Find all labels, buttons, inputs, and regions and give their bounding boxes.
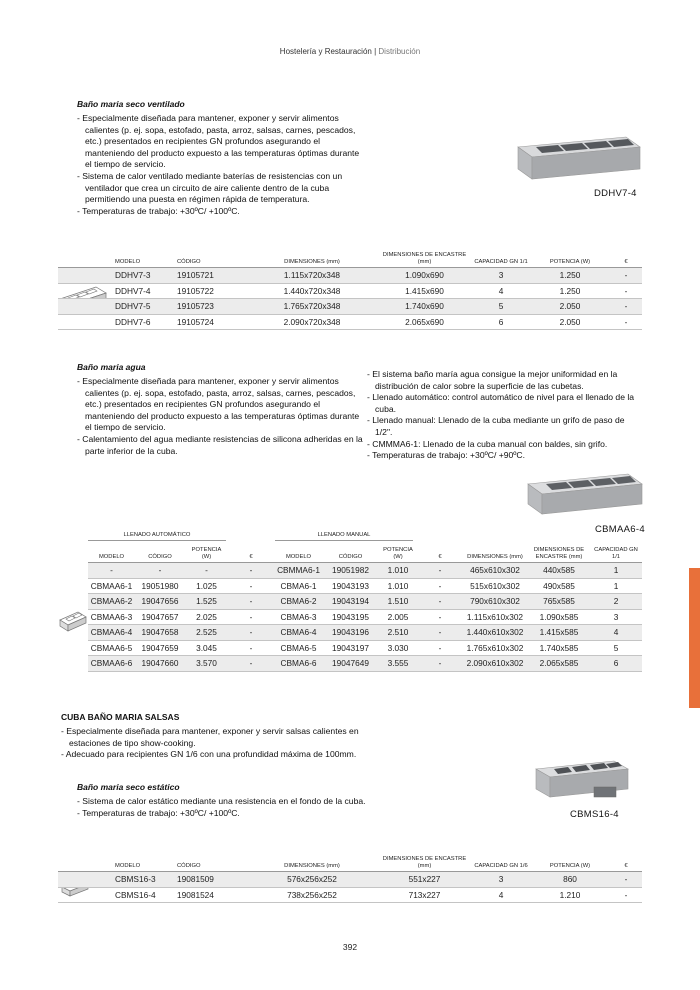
table-cbma6	[88, 544, 642, 672]
section2-bullet: - El sistema baño maría agua consigue la mejor uniformidad en la distribución de calor sobre la superficie de las cubetas.	[367, 369, 618, 391]
section2-bullet: - Temperaturas de trabajo: +30ºC/ +90ºC.	[367, 450, 526, 461]
col-header: DIMENSIONES DE ENCASTRE (mm)	[377, 853, 472, 872]
caption-cbmaa6-4: CBMAA6-4	[595, 524, 645, 535]
cell: 765x585	[528, 594, 590, 610]
col-header: DIMENSIONES (mm)	[247, 249, 377, 268]
cell: 440x585	[528, 563, 590, 579]
cell: 19105723	[175, 299, 247, 315]
cell: 19051982	[323, 563, 378, 579]
cell: CBMA6-4	[274, 625, 323, 641]
cell: CBMA6-6	[274, 656, 323, 672]
cell: 713x227	[377, 887, 472, 903]
cell: 6	[590, 656, 642, 672]
col-header: CÓDIGO	[323, 544, 378, 563]
cell: 1.765x610x302	[462, 640, 528, 656]
page-number: 392	[342, 942, 358, 952]
section2-bullets-left	[77, 376, 367, 457]
page-header	[0, 47, 700, 56]
table-row	[88, 640, 642, 656]
col-header: MODELO	[113, 249, 175, 268]
cell: 515x610x302	[462, 578, 528, 594]
section3-bullet: - Adecuado para recipientes GN 1/6 con una profundidad máxima de 100mm.	[61, 749, 357, 760]
table-row	[58, 283, 642, 299]
col-header: €	[610, 853, 642, 872]
section2-bullets-right	[367, 369, 639, 462]
cell: 551x227	[377, 872, 472, 888]
group-header-manual: LLENADO MANUAL	[275, 532, 413, 541]
cell: 1.210	[530, 887, 610, 903]
table-row	[88, 594, 642, 610]
cell: -	[418, 594, 462, 610]
cell: 19051980	[135, 578, 185, 594]
cell: 19081524	[175, 887, 247, 903]
cell: CBMAA6-1	[88, 578, 135, 594]
cell: 19047659	[135, 640, 185, 656]
col-header: POTENCIA (W)	[378, 544, 418, 563]
cell: 1.440x720x348	[247, 283, 377, 299]
cell: 2.025	[185, 609, 228, 625]
header-separator: |	[374, 47, 377, 56]
table-row	[58, 314, 642, 330]
col-header: DIMENSIONES (mm)	[462, 544, 528, 563]
cell: 1.115x720x348	[247, 268, 377, 284]
section3-bullets	[61, 726, 371, 761]
col-header: €	[228, 544, 274, 563]
cell: 19105724	[175, 314, 247, 330]
header-title: Hostelería y Restauración	[279, 47, 372, 56]
cell: -	[610, 268, 642, 284]
cell: -	[228, 578, 274, 594]
cell: 3	[472, 872, 530, 888]
cell: 1.010	[378, 563, 418, 579]
col-header: CÓDIGO	[135, 544, 185, 563]
section2-bullet: - Calentamiento del agua mediante resistencias de silicona adheridas en la parte inferior de la cuba.	[77, 433, 363, 456]
cell: 19047658	[135, 625, 185, 641]
cell: DDHV7-6	[113, 314, 175, 330]
cell: 19047660	[135, 656, 185, 672]
cell: CBMAA6-5	[88, 640, 135, 656]
col-header: POTENCIA (W)	[530, 853, 610, 872]
cell: -	[88, 563, 135, 579]
cell: 1.440x610x302	[462, 625, 528, 641]
col-header: DIMENSIONES DE ENCASTRE (mm)	[528, 544, 590, 563]
cell: 2.065x585	[528, 656, 590, 672]
table-ddhv7	[58, 249, 642, 330]
cell: 19043197	[323, 640, 378, 656]
table-row	[58, 887, 642, 903]
product-image-cbmaa6-4	[524, 470, 644, 520]
cell: 1.250	[530, 283, 610, 299]
cell: CBMS16-4	[113, 887, 175, 903]
cell: 860	[530, 872, 610, 888]
section-tab-marker	[689, 568, 700, 708]
cell: 1.010	[378, 578, 418, 594]
cell: 19043194	[323, 594, 378, 610]
cell: 738x256x252	[247, 887, 377, 903]
cell: -	[610, 283, 642, 299]
table-row	[88, 609, 642, 625]
cell: 4	[472, 887, 530, 903]
cell: 1.250	[530, 268, 610, 284]
col-header: €	[610, 249, 642, 268]
section2-bullet: - CMMMA6-1: Llenado de la cuba manual con baldes, sin grifo.	[367, 438, 608, 449]
cell: 1.415x585	[528, 625, 590, 641]
table-row	[58, 299, 642, 315]
cell: 19081509	[175, 872, 247, 888]
section2-bullet: - Llenado manual: Llenado de la cuba mediante un grifo de paso de 1/2".	[367, 415, 625, 437]
section3-subtitle: Baño maria seco estático	[77, 782, 180, 792]
cell: 19043193	[323, 578, 378, 594]
cell: 19047657	[135, 609, 185, 625]
col-header: POTENCIA (W)	[530, 249, 610, 268]
section1-bullet: - Temperaturas de trabajo: +30ºC/ +100ºC.	[77, 205, 240, 216]
section2-title: Baño maria agua	[77, 362, 146, 372]
cell: 2.510	[378, 625, 418, 641]
caption-cbms16-4: CBMS16-4	[570, 809, 619, 820]
col-header: MODELO	[113, 853, 175, 872]
table-row	[88, 563, 642, 579]
cell: 3	[472, 268, 530, 284]
cell: CBMA6-2	[274, 594, 323, 610]
table-spacer	[58, 853, 113, 872]
cell: 1.025	[185, 578, 228, 594]
col-header: CÓDIGO	[175, 853, 247, 872]
cell: 1.115x610x302	[462, 609, 528, 625]
cell: 1	[590, 578, 642, 594]
cell: 1.765x720x348	[247, 299, 377, 315]
cell: 2.525	[185, 625, 228, 641]
cell: 2.090x720x348	[247, 314, 377, 330]
cell: 4	[590, 625, 642, 641]
cell: CBMA6-3	[274, 609, 323, 625]
cell: -	[610, 872, 642, 888]
cell: -	[228, 594, 274, 610]
cell: -	[228, 609, 274, 625]
cell: 1	[590, 563, 642, 579]
product-image-cbms16-4	[532, 757, 632, 807]
cell: 2	[590, 594, 642, 610]
table-row	[58, 268, 642, 284]
cell: -	[610, 887, 642, 903]
cell: 3.045	[185, 640, 228, 656]
cell: 19105721	[175, 268, 247, 284]
col-header: €	[418, 544, 462, 563]
cell: DDHV7-5	[113, 299, 175, 315]
table-spacer	[58, 249, 113, 268]
cell: 2.090x610x302	[462, 656, 528, 672]
cell: -	[418, 609, 462, 625]
cell: 2.050	[530, 314, 610, 330]
table-row	[88, 625, 642, 641]
cell: 19105722	[175, 283, 247, 299]
cell: 1.740x690	[377, 299, 472, 315]
cell: 3.555	[378, 656, 418, 672]
table-thumbnail-icon	[58, 610, 88, 634]
section1-bullet: - Especialmente diseñada para mantener, exponer y servir alimentos calientes (p. ej. sopa, estofado, pasta, arroz, salsas, carnes, pescados, etc.) presentados en recipientes GN profundos asegurando el manteniendo del producto expuesto a las temperaturas óptimas durante el tiempo de servicio.	[77, 113, 360, 170]
section3-sub-bullets	[77, 796, 377, 819]
section2-bullet: - Llenado automático: control automático de nivel para el llenado de la cuba.	[367, 392, 635, 414]
col-header: MODELO	[88, 544, 135, 563]
cell: 3.570	[185, 656, 228, 672]
cell: CBMAA6-6	[88, 656, 135, 672]
cell: 3	[590, 609, 642, 625]
cell: -	[418, 563, 462, 579]
cell: -	[418, 656, 462, 672]
cell: -	[228, 656, 274, 672]
cell: CBMA6-5	[274, 640, 323, 656]
cell: 790x610x302	[462, 594, 528, 610]
cell: 19043196	[323, 625, 378, 641]
cell: -	[610, 299, 642, 315]
cell: CBMAA6-3	[88, 609, 135, 625]
col-header: CÓDIGO	[175, 249, 247, 268]
cell: 5	[472, 299, 530, 315]
cell: -	[228, 625, 274, 641]
cell: -	[610, 314, 642, 330]
col-header: POTENCIA (W)	[185, 544, 228, 563]
cell: CBMS16-3	[113, 872, 175, 888]
cell: 6	[472, 314, 530, 330]
cell: 465x610x302	[462, 563, 528, 579]
cell: DDHV7-4	[113, 283, 175, 299]
cell: 2.005	[378, 609, 418, 625]
col-header: CAPACIDAD GN 1/1	[590, 544, 642, 563]
cell: CBMMA6-1	[274, 563, 323, 579]
col-header: DIMENSIONES (mm)	[247, 853, 377, 872]
section3-bullet: - Sistema de calor estático mediante una resistencia en el fondo de la cuba.	[77, 796, 366, 806]
col-header: CAPACIDAD GN 1/1	[472, 249, 530, 268]
cell: 19047649	[323, 656, 378, 672]
section1-bullet: - Sistema de calor ventilado mediante baterías de resistencias con un ventilador que crea un circuito de aire caliente dentro de la cuba permitiendo una puesta en régimen rápida de temperatura.	[77, 170, 343, 205]
cell: -	[185, 563, 228, 579]
header-subtitle: Distribución	[378, 47, 421, 56]
cell: 1.415x690	[377, 283, 472, 299]
section2-bullet: - Especialmente diseñada para mantener, exponer y servir alimentos calientes (p. ej. sopa, estofado, pasta, arroz, salsas, carnes, pescados, etc.) presentados en recipientes GN profundos asegurando el manteniendo del producto expuesto a las temperaturas óptimas durante el tiempo de servicio.	[77, 376, 360, 433]
cell: 2.065x690	[377, 314, 472, 330]
cell: DDHV7-3	[113, 268, 175, 284]
section1-title: Baño maria seco ventilado	[77, 99, 185, 109]
table-cbms16	[58, 853, 642, 903]
cell: -	[228, 563, 274, 579]
group-header-auto: LLENADO AUTOMÁTICO	[88, 532, 226, 541]
cell: CBMAA6-2	[88, 594, 135, 610]
section3-bullet: - Temperaturas de trabajo: +30ºC/ +100ºC.	[77, 807, 240, 818]
section3-title: CUBA BAÑO MARIA SALSAS	[61, 712, 180, 722]
cell: 19043195	[323, 609, 378, 625]
section1-bullets	[77, 113, 367, 217]
caption-ddhv7-4: DDHV7-4	[594, 188, 637, 199]
cell: 490x585	[528, 578, 590, 594]
col-header: CAPACIDAD GN 1/6	[472, 853, 530, 872]
cell: 3.030	[378, 640, 418, 656]
cell: 1.510	[378, 594, 418, 610]
cell: CBMA6-1	[274, 578, 323, 594]
col-header: MODELO	[274, 544, 323, 563]
cell: -	[228, 640, 274, 656]
cell: 1.525	[185, 594, 228, 610]
cell: -	[418, 640, 462, 656]
cell: 4	[472, 283, 530, 299]
cell: 2.050	[530, 299, 610, 315]
col-header: DIMENSIONES DE ENCASTRE (mm)	[377, 249, 472, 268]
cell: 576x256x252	[247, 872, 377, 888]
section3-bullet: - Especialmente diseñada para mantener, exponer y servir salsas calientes en estaciones de tipo show-cooking.	[61, 726, 359, 748]
cell: -	[135, 563, 185, 579]
cell: 19047656	[135, 594, 185, 610]
table-row	[88, 656, 642, 672]
cell: 5	[590, 640, 642, 656]
cell: 1.090x585	[528, 609, 590, 625]
cell: -	[418, 578, 462, 594]
cell: -	[418, 625, 462, 641]
table-row	[88, 578, 642, 594]
cell: 1.740x585	[528, 640, 590, 656]
cell: CBMAA6-4	[88, 625, 135, 641]
table-row	[58, 872, 642, 888]
product-image-ddhv7-4	[514, 133, 642, 185]
cell: 1.090x690	[377, 268, 472, 284]
